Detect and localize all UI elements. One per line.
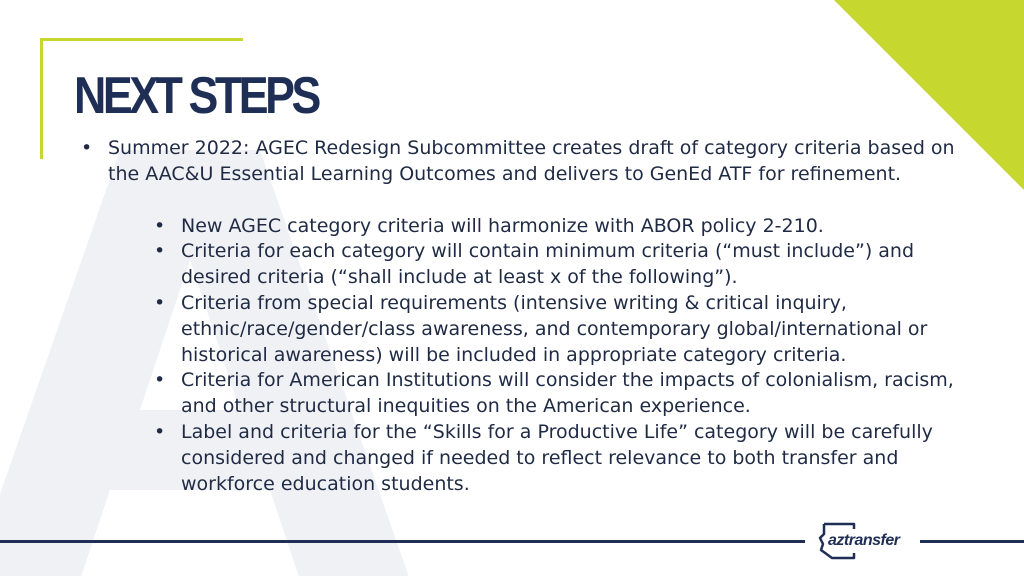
bullet-icon: • (154, 240, 166, 263)
footer-divider-left (0, 540, 805, 543)
list-item (74, 136, 974, 497)
sub-bullet-text: Label and criteria for the “Skills for a Productive Life” category will be carefully considered and changed if needed to reflect relevance to both transfer and workforce education students. (181, 420, 933, 495)
aztransfer-logo (818, 520, 916, 562)
bullet-icon: • (154, 420, 166, 443)
page-title: NEXT STEPS (74, 67, 318, 125)
sub-list-item (108, 291, 974, 368)
bullet-icon: • (154, 369, 166, 392)
logo-text: aztransfer (828, 532, 900, 549)
bullet-text: Summer 2022: AGEC Redesign Subcommittee creates draft of category criteria based on the AAC&U Essential Learning Outcomes and delivers to GenEd ATF for refinement. (108, 137, 955, 185)
bullet-icon: • (154, 214, 166, 237)
footer-divider-right (920, 540, 1024, 543)
sub-bullet-list (108, 214, 974, 498)
sub-list-item (108, 214, 974, 240)
sub-bullet-text: Criteria from special requirements (intensive writing & critical inquiry, ethnic/race/gender/class awareness, and contemporary global/international or historical awareness) will be included in appropriate category criteria. (181, 291, 928, 366)
sub-list-item (108, 239, 974, 291)
sub-list-item (108, 420, 974, 497)
bullet-icon: • (81, 137, 93, 159)
sub-bullet-text: Criteria for each category will contain minimum criteria (“must include”) and desired criteria (“shall include at least x of the following”). (181, 240, 915, 289)
bullet-icon: • (154, 291, 166, 314)
sub-bullet-text: Criteria for American Institutions will consider the impacts of colonialism, racism, and other structural inequities on the American experience. (181, 369, 954, 418)
bullet-list (74, 136, 974, 497)
sub-bullet-text: New AGEC category criteria will harmonize with ABOR policy 2-210. (181, 214, 824, 237)
sub-list-item (108, 368, 974, 420)
